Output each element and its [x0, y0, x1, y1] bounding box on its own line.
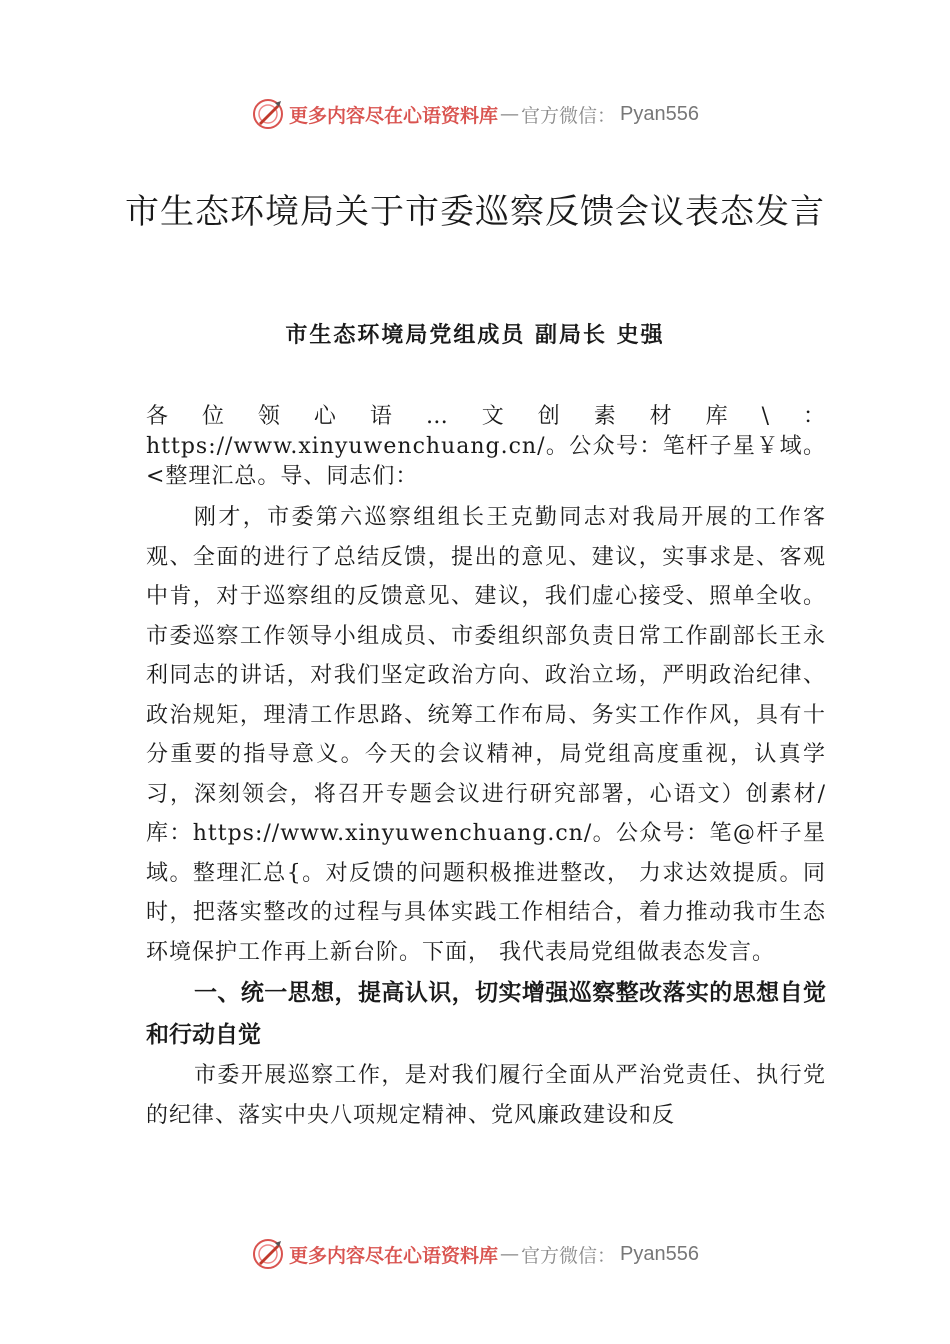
brush-circle-logo-icon: [251, 97, 285, 131]
banner-wechat-id: Pyan556: [620, 102, 699, 125]
banner-separator: —: [500, 103, 520, 125]
banner-brand-text: 更多内容尽在心语资料库: [289, 1244, 499, 1267]
section-heading-1: 一、统一思想，提高认识，切实增强巡察整改落实的思想自觉和行动自觉: [146, 980, 826, 1048]
banner-wechat-label: 官方微信：: [521, 1244, 617, 1267]
body-paragraph-1: 刚才，市委第六巡察组组长王克勤同志对我局开展的工作客观、全面的进行了总结反馈，提出的意见、建议，实事求是、客观中肯，对于巡察组的反馈意见、建议，我们虚心接受、照单全收。市委巡察工作领导小组成员、市委组织部负责日常工作副部长王永利同志的讲话，对我们坚定政治方向、政治立场，严明政治纪律、政治规矩，理清工作思路、统筹工作布局、务实工作作风，具有十分重要的指导意义。今天的会议精神，局党组高度重视，认真学习，深刻领会，将召开专题会议进行研究部署，心语文）创素材/库：https://www.xinyuwenchuang.cn/。公众号：笔@杆子星域。整理汇总{。对反馈的问题积极推进整改， 力求达效提质。同时，把落实整改的过程与具体实践工作相结合，着力推动我市生态环境保护工作再上新台阶。下面， 我代表局党组做表态发言。: [146, 505, 826, 965]
footer-banner: [0, 1234, 950, 1274]
banner-wechat-label: 官方微信：: [521, 104, 617, 127]
body-paragraph-2: 市委开展巡察工作，是对我们履行全面从严治党责任、执行党的纪律、落实中央八项规定精神、党风廉政建设和反: [146, 1063, 826, 1128]
document-title: 市生态环境局关于市委巡察反馈会议表态发言: [125, 192, 825, 232]
header-banner: [0, 94, 950, 134]
brush-circle-logo-icon: [251, 1237, 285, 1271]
banner-separator: —: [500, 1243, 520, 1265]
banner-wechat-id: Pyan556: [620, 1242, 699, 1265]
document-body: [146, 402, 826, 1135]
banner-brand-text: 更多内容尽在心语资料库: [289, 104, 499, 127]
document-author: 市生态环境局党组成员 副局长 史强: [285, 322, 665, 348]
greeting-paragraph: 各位领心语…文创素材库\：https://www.xinyuwenchuang.cn/。公众号：笔杆子星￥域。<整理汇总。导、同志们：: [146, 404, 826, 489]
